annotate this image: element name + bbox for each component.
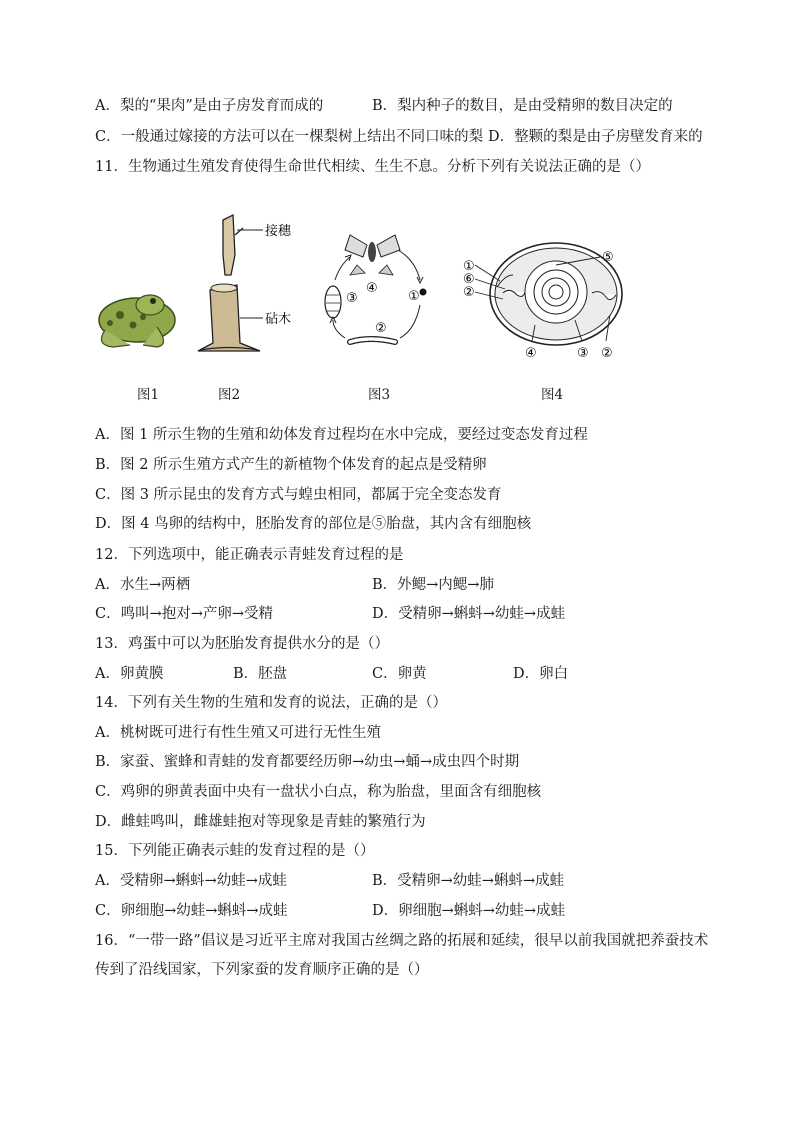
q13-option-b: B．胚盘 <box>233 666 288 682</box>
caption-fig4: 图4 <box>541 387 564 403</box>
fig4-label-3: ③ <box>577 346 589 361</box>
figures-svg <box>95 195 655 405</box>
fig2-scion-label: 接穗 <box>265 224 292 239</box>
fig4-label-1: ① <box>463 259 475 274</box>
caption-fig1: 图1 <box>137 387 160 403</box>
q14-option-b: B．家蚕、蜜蜂和青蛙的发育都要经历卵→幼虫→蛹→成虫四个时期 <box>95 754 520 770</box>
q13-stem: 13．鸡蛋中可以为胚胎发育提供水分的是（） <box>95 636 389 652</box>
caption-fig2: 图2 <box>218 387 241 403</box>
q10-option-c: C．一般通过嫁接的方法可以在一棵梨树上结出不同口味的梨 <box>95 129 484 145</box>
q15-option-d: D．卵细胞→蝌蚪→幼蛙→成蛙 <box>372 903 566 919</box>
fig4-label-6: ⑥ <box>463 272 475 287</box>
q12-option-a: A．水生→两栖 <box>95 577 191 593</box>
q12-option-c: C．鸣叫→抱对→产卵→受精 <box>95 606 274 622</box>
q11-option-c: C．图 3 所示昆虫的发育方式与蝗虫相同，都属于完全变态发育 <box>95 487 502 503</box>
q13-option-c: C．卵黄 <box>372 666 427 682</box>
q11-option-d: D．图 4 鸟卵的结构中，胚胎发育的部位是⑤胎盘，其内含有细胞核 <box>95 516 532 532</box>
q10-option-d: D．整颗的梨是由子房壁发育来的 <box>488 129 703 145</box>
q14-option-c: C．鸡卵的卵黄表面中央有一盘状小白点，称为胎盘，里面含有细胞核 <box>95 784 542 800</box>
q11-stem: 11．生物通过生殖发育使得生命世代相续、生生不息。分析下列有关说法正确的是（） <box>95 159 650 175</box>
q10-option-b: B．梨内种子的数目，是由受精卵的数目决定的 <box>372 98 673 114</box>
q14-stem: 14．下列有关生物的生殖和发育的说法，正确的是（） <box>95 695 447 711</box>
fig4-label-4: ④ <box>525 346 537 361</box>
q12-option-d: D．受精卵→蝌蚪→幼蛙→成蛙 <box>372 606 566 622</box>
fig4-label-2-right: ② <box>601 346 613 361</box>
fig4-label-5: ⑤ <box>602 250 614 265</box>
q15-option-a: A．受精卵→蝌蚪→幼蛙→成蛙 <box>95 873 287 889</box>
grafting-illustration <box>198 215 263 351</box>
q11-figures <box>95 195 655 405</box>
q12-stem: 12．下列选项中，能正确表示青蛙发育过程的是 <box>95 547 404 563</box>
q15-option-c: C．卵细胞→幼蛙→蝌蚪→成蛙 <box>95 903 288 919</box>
q14-option-a: A．桃树既可进行有性生殖又可进行无性生殖 <box>95 725 381 741</box>
fig4-label-2-left: ② <box>463 285 475 300</box>
fig2-rootstock-label: 砧木 <box>265 312 292 327</box>
q14-option-d: D．雌蛙鸣叫，雌雄蛙抱对等现象是青蛙的繁殖行为 <box>95 814 426 830</box>
fig3-label-4: ④ <box>366 281 378 296</box>
q11-option-b: B．图 2 所示生殖方式产生的新植物个体发育的起点是受精卵 <box>95 457 487 473</box>
fig3-label-1: ① <box>408 289 420 304</box>
q12-option-b: B．外鳃→内鳃→肺 <box>372 577 494 593</box>
q13-option-a: A．卵黄膜 <box>95 666 164 682</box>
q13-option-d: D．卵白 <box>513 666 569 682</box>
caption-fig3: 图3 <box>368 387 391 403</box>
q16-stem-line1: 16．“一带一路”倡议是习近平主席对我国古丝绸之路的拓展和延续，很早以前我国就把养蚕技术 <box>95 933 709 949</box>
fig3-label-2: ② <box>375 321 387 336</box>
q16-stem-line2: 传到了沿线国家，下列家蚕的发育顺序正确的是（） <box>95 962 429 978</box>
q15-option-b: B．受精卵→幼蛙→蝌蚪→成蛙 <box>372 873 565 889</box>
frog-illustration <box>99 295 175 347</box>
q11-option-a: A．图 1 所示生物的生殖和幼体发育过程均在水中完成，要经过变态发育过程 <box>95 427 588 443</box>
q10-option-a: A．梨的“果肉”是由子房发育而成的 <box>95 98 324 114</box>
bird-egg-illustration <box>475 243 622 345</box>
q15-stem: 15．下列能正确表示蛙的发育过程的是（） <box>95 843 375 859</box>
fig3-label-3: ③ <box>346 291 358 306</box>
